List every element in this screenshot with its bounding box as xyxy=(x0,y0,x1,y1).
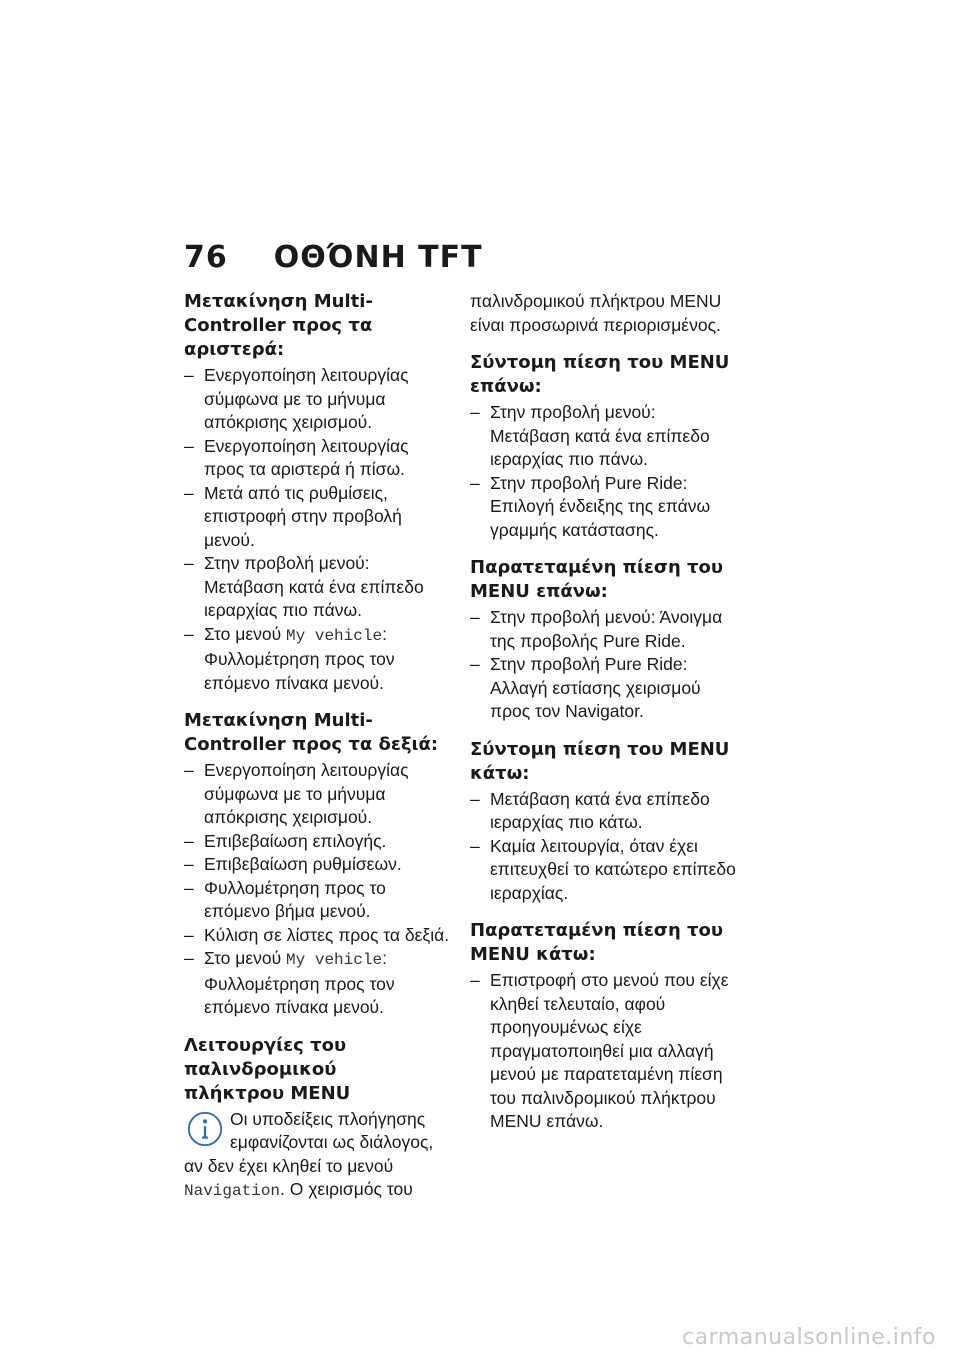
section-heading-right: Μετακίνηση Multi-Controller προς τα δεξιά: xyxy=(184,710,439,755)
list-item: – Κύλιση σε λίστες προς τα δεξιά. xyxy=(184,924,450,948)
list-controller-right xyxy=(184,759,450,1020)
note-text: Οι υποδείξεις πλοήγησης εμφανίζονται ως διάλογος, αν δεν έχει κληθεί το μενού Navigation. Ο χειρισμός του xyxy=(184,1108,434,1200)
list-item: – Ενεργοποίηση λειτουργίας σύμφωνα με το μήνυμα απόκρισης χειρισμού. xyxy=(184,759,450,830)
list-item: – Στην προβολή μενού: Άνοιγμα της προβολής Pure Ride. xyxy=(470,606,736,653)
list-item: – Ενεργοποίηση λειτουργίας σύμφωνα με το μήνυμα απόκρισης χειρισμού. xyxy=(184,364,450,435)
menu-name-code: My vehicle xyxy=(286,951,383,969)
info-icon xyxy=(186,1110,224,1148)
list-controller-left xyxy=(184,364,450,695)
list-short-up xyxy=(470,401,736,542)
left-column xyxy=(184,290,450,1204)
menu-name-code: My vehicle xyxy=(286,626,383,645)
list-item: – Μετάβαση κατά ένα επίπεδο ιεραρχίας πιο κάτω. xyxy=(470,788,736,835)
menu-name-code: Navigation xyxy=(184,1182,281,1200)
section-heading-short-up: Σύντομη πίεση του MENU επάνω: xyxy=(470,352,730,397)
chapter-title: ΟΘΌΝΗ TFT xyxy=(273,240,483,275)
list-item: – Μετά από τις ρυθμίσεις, επιστροφή στην προβολή μενού. xyxy=(184,482,450,553)
section-heading-long-up: Παρατεταμένη πίεση του MENU επάνω: xyxy=(470,557,724,602)
page-number: 76 xyxy=(184,240,228,275)
watermark: carmanualsonline.info xyxy=(682,1325,936,1350)
section-heading-long-down: Παρατεταμένη πίεση του MENU κάτω: xyxy=(470,920,724,965)
list-item: – Φυλλομέτρηση προς το επόμενο βήμα μενού. xyxy=(184,877,450,924)
list-item: – Στην προβολή μενού: Μετάβαση κατά ένα επίπεδο ιεραρχίας πιο πάνω. xyxy=(184,552,450,623)
list-long-down xyxy=(470,969,736,1134)
list-item: – Στο μενού My vehicle: Φυλλομέτρηση προς τον επόμενο πίνακα μενού. xyxy=(184,623,450,696)
section-heading-menu-key: Λειτουργίες του παλινδρομικού πλήκτρου MENU xyxy=(184,1034,351,1104)
list-item: – Επιβεβαίωση ρυθμίσεων. xyxy=(184,853,450,877)
continuation-text: παλινδρομικού πλήκτρου MENU είναι προσωρινά περιορισμένος. xyxy=(470,291,722,335)
list-item: – Στην προβολή Pure Ride: Αλλαγή εστίασης χειρισμού προς τον Navigator. xyxy=(470,653,736,724)
list-item: – Επιβεβαίωση επιλογής. xyxy=(184,830,450,854)
list-item: – Στην προβολή μενού: Μετάβαση κατά ένα επίπεδο ιεραρχίας πιο πάνω. xyxy=(470,401,736,472)
list-short-down xyxy=(470,788,736,906)
list-item: – Στο μενού My vehicle: Φυλλομέτρηση προς τον επόμενο πίνακα μενού. xyxy=(184,947,450,1020)
list-item: – Ενεργοποίηση λειτουργίας προς τα αριστερά ή πίσω. xyxy=(184,435,450,482)
right-column xyxy=(470,290,736,1148)
list-item: – Επιστροφή στο μενού που είχε κληθεί τελευταίο, αφού προηγουμένως είχε πραγματοποιηθεί μια αλλαγή μενού με παρατεταμένη πίεση του παλινδρομικού πλήκτρου MENU επάνω. xyxy=(470,969,736,1134)
list-long-up xyxy=(470,606,736,724)
section-heading-left: Μετακίνηση Multi-Controller προς τα αριστερά: xyxy=(184,291,373,360)
list-item: – Στην προβολή Pure Ride: Επιλογή ένδειξης της επάνω γραμμής κατάστασης. xyxy=(470,472,736,543)
info-note xyxy=(184,1108,450,1204)
page-header xyxy=(184,240,483,275)
list-item: – Καμία λειτουργία, όταν έχει επιτευχθεί το κατώτερο επίπεδο ιεραρχίας. xyxy=(470,835,736,906)
section-heading-short-down: Σύντομη πίεση του MENU κάτω: xyxy=(470,738,730,784)
